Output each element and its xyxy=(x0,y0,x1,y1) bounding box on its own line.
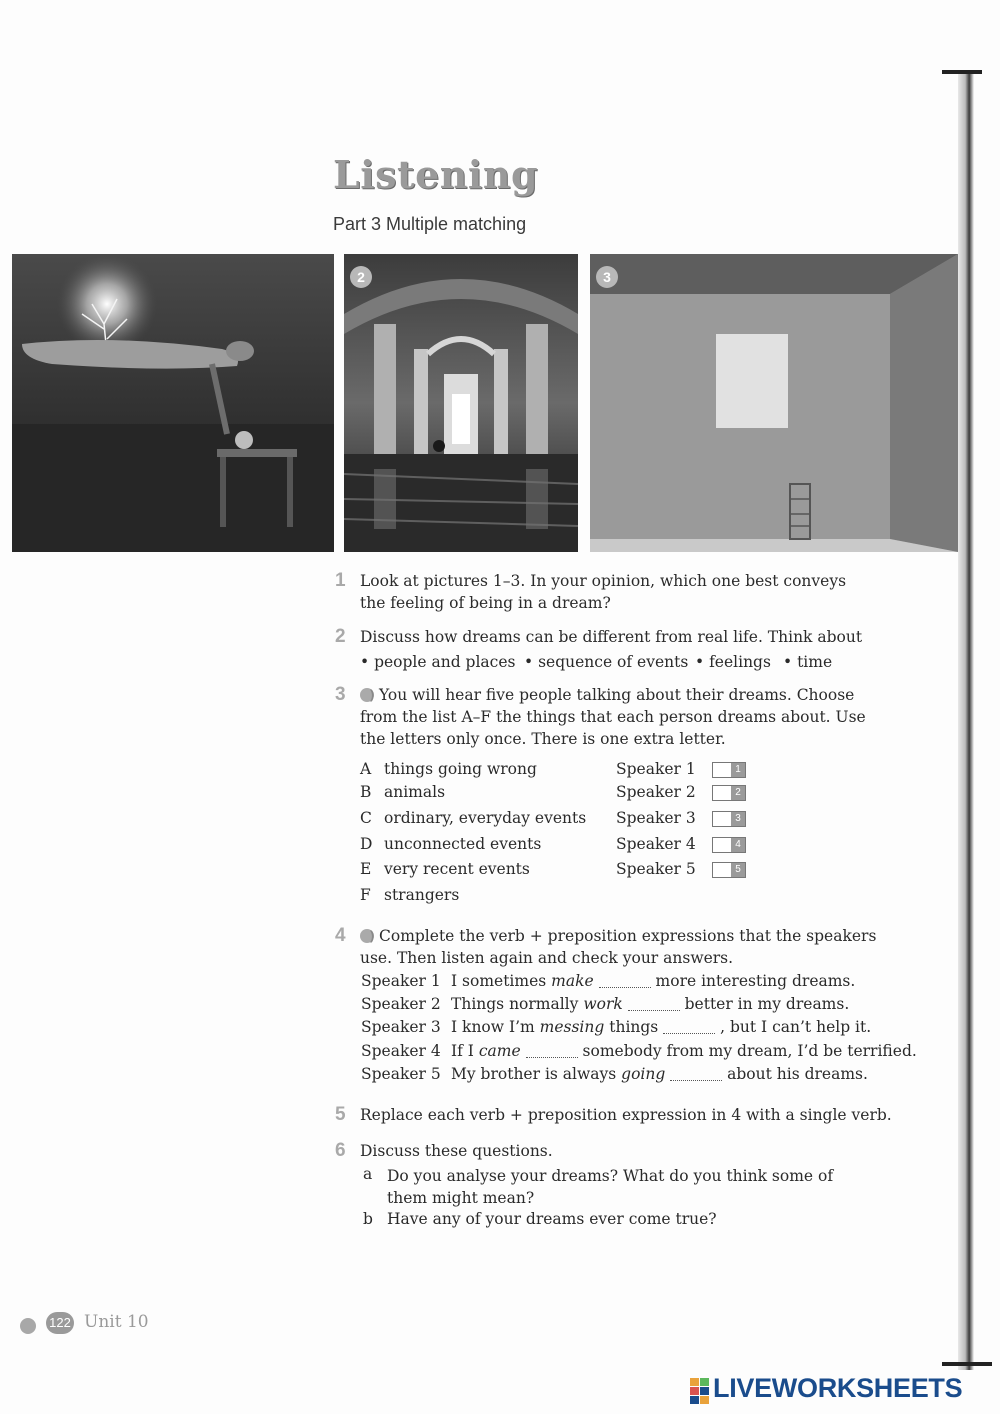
speaker-label: Speaker 4 xyxy=(616,835,696,853)
speaker-label: Speaker 5 xyxy=(616,860,696,878)
question-text: Do you analyse your dreams? What do you think some of them might mean? xyxy=(387,1167,834,1207)
page-subtitle: Part 3 Multiple matching xyxy=(333,214,527,234)
option-letter: A xyxy=(360,760,372,778)
exercise-3-instruction: You will hear five people talking about their dreams. Choose from the list A–F the things that each person dreams about. Use the letters only once. There is one extra letter. xyxy=(360,686,866,748)
page-number: 122 xyxy=(46,1312,74,1334)
answer-box-number: 5 xyxy=(731,863,745,877)
answer-box-number: 2 xyxy=(731,786,745,800)
option-letter: E xyxy=(360,860,372,878)
picture-3-badge: 3 xyxy=(596,266,618,288)
picture-1 xyxy=(12,254,334,552)
liveworksheets-watermark: LIVEWORKSHEETS xyxy=(713,1373,963,1403)
bullet-item: • sequence of events xyxy=(524,653,689,671)
exercise-3-number: 3 xyxy=(335,684,346,705)
question-text: Have any of your dreams ever come true? xyxy=(387,1210,717,1228)
exercise-1-instruction: Look at pictures 1–3. In your opinion, which one best conveys the feeling of being in a dream? xyxy=(360,572,847,612)
option-text: ordinary, everyday events xyxy=(384,809,587,827)
page-marker-dot xyxy=(20,1318,36,1334)
speaker-label: Speaker 5 xyxy=(361,1065,441,1083)
page-title: Listening xyxy=(333,152,539,197)
fill-blank[interactable] xyxy=(599,973,651,988)
answer-box-number: 4 xyxy=(731,838,745,852)
binding-top-mark xyxy=(942,70,982,74)
sentence: My brother is always going about his dreams. xyxy=(451,1065,868,1083)
fill-blank[interactable] xyxy=(663,1019,715,1034)
exercise-2-instruction: Discuss how dreams can be different from real life. Think about xyxy=(360,628,863,646)
exercise-1-number: 1 xyxy=(335,570,346,591)
answer-box-number: 3 xyxy=(731,812,745,826)
binding-bottom-mark xyxy=(942,1362,992,1366)
fill-blank[interactable] xyxy=(526,1043,578,1058)
question-letter: a xyxy=(363,1165,373,1183)
option-text: strangers xyxy=(384,886,460,904)
speaker-label: Speaker 1 xyxy=(616,760,696,778)
answer-box-speaker-4[interactable] xyxy=(712,837,746,853)
answer-box-speaker-2[interactable] xyxy=(712,785,746,801)
question-letter: b xyxy=(363,1210,373,1228)
sentence: Things normally work better in my dreams. xyxy=(451,995,850,1013)
exercise-2-number: 2 xyxy=(335,626,346,647)
page-binding-edge xyxy=(958,70,974,1370)
picture-3 xyxy=(590,254,958,552)
exercise-4-instruction: Complete the verb + preposition expressions that the speakers use. Then listen again and check your answers. xyxy=(360,927,877,967)
answer-box-number: 1 xyxy=(731,763,745,777)
answer-box-speaker-5[interactable] xyxy=(712,862,746,878)
bullet-item: • time xyxy=(783,653,833,671)
bullet-item: • people and places xyxy=(360,653,516,671)
exercise-6-instruction: Discuss these questions. xyxy=(360,1142,553,1160)
exercise-5-instruction: Replace each verb + preposition expression in 4 with a single verb. xyxy=(360,1106,892,1124)
fill-blank[interactable] xyxy=(628,996,680,1011)
sentence: I know I’m messing things , but I can’t help it. xyxy=(451,1018,872,1036)
answer-box-speaker-3[interactable] xyxy=(712,811,746,827)
option-text: very recent events xyxy=(384,860,530,878)
audio-icon[interactable] xyxy=(360,688,374,702)
exercise-4-number: 4 xyxy=(335,925,346,946)
bullet-item: • feelings xyxy=(695,653,771,671)
option-text: animals xyxy=(384,783,446,801)
option-letter: B xyxy=(360,783,372,801)
speaker-label: Speaker 3 xyxy=(616,809,696,827)
exercise-5-number: 5 xyxy=(335,1104,346,1125)
option-text: things going wrong xyxy=(384,760,537,778)
option-letter: D xyxy=(360,835,373,853)
speaker-label: Speaker 2 xyxy=(616,783,696,801)
sentence: I sometimes make more interesting dreams. xyxy=(451,972,856,990)
audio-icon[interactable] xyxy=(360,929,374,943)
option-letter: C xyxy=(360,809,372,827)
fill-blank[interactable] xyxy=(670,1066,722,1081)
option-letter: F xyxy=(360,886,371,904)
answer-box-speaker-1[interactable] xyxy=(712,762,746,778)
picture-2 xyxy=(344,254,578,552)
speaker-label: Speaker 1 xyxy=(361,972,441,990)
picture-2-badge: 2 xyxy=(350,266,372,288)
speaker-label: Speaker 3 xyxy=(361,1018,441,1036)
speaker-label: Speaker 2 xyxy=(361,995,441,1013)
speaker-label: Speaker 4 xyxy=(361,1042,441,1060)
exercise-6-number: 6 xyxy=(335,1140,346,1161)
unit-label: Unit 10 xyxy=(84,1312,149,1332)
sentence: If I came somebody from my dream, I’d be terrified. xyxy=(451,1042,917,1060)
option-text: unconnected events xyxy=(384,835,542,853)
liveworksheets-logo-icon xyxy=(690,1378,710,1404)
